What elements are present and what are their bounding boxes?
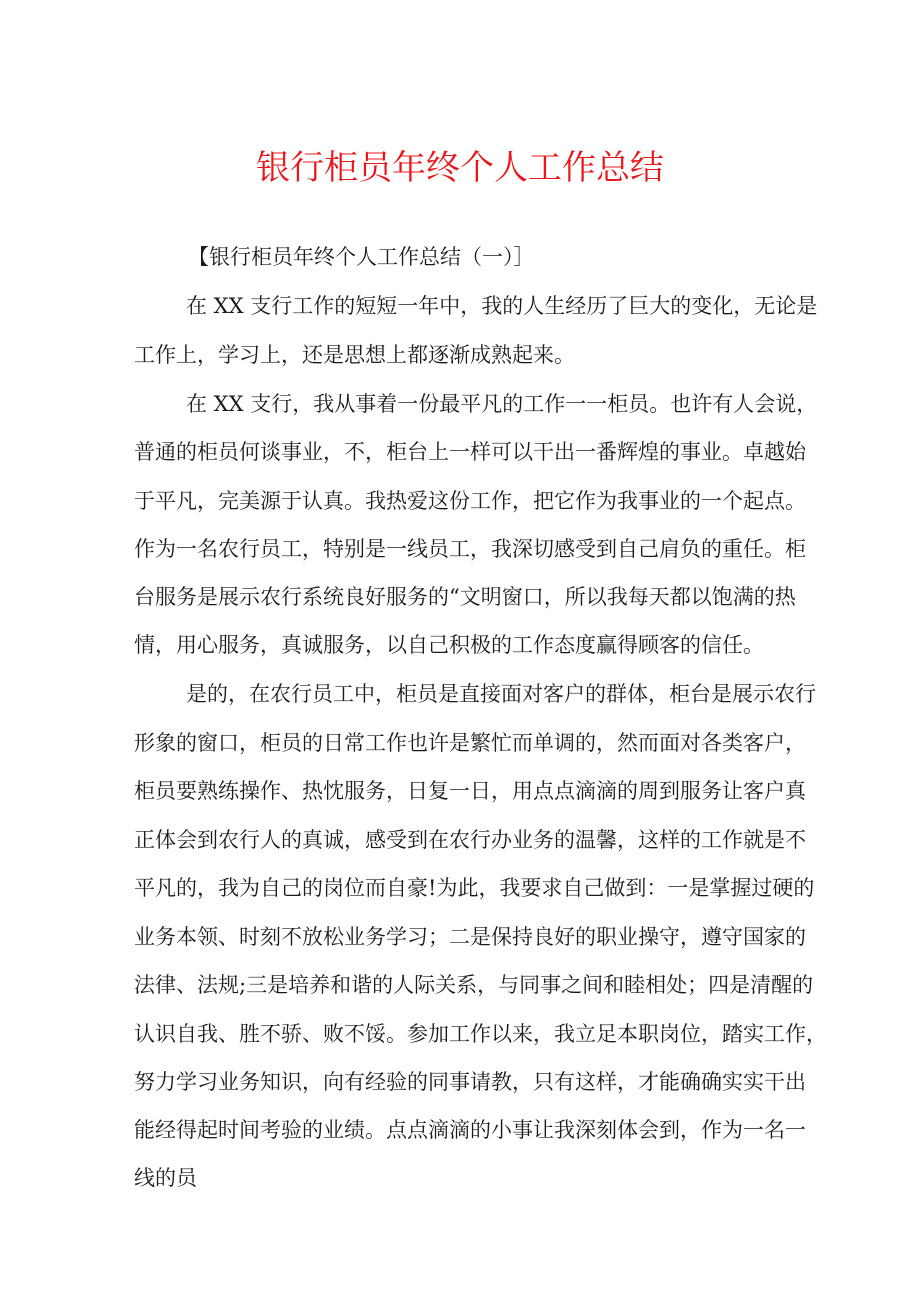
paragraph-line: 法律、法规;三是培养和谐的人际关系，与同事之间和睦相处；四是清醒的 bbox=[134, 973, 814, 997]
paragraph-line: 形象的窗口，柜员的日常工作也许是繁忙而单调的，然而面对各类客户， bbox=[134, 731, 806, 755]
paragraph-line: 情，用心服务，真诚服务，以自己积极的工作态度赢得顾客的信任。 bbox=[134, 633, 764, 657]
paragraph-line: 在 XX 支行工作的短短一年中，我的人生经历了巨大的变化，无论是 bbox=[186, 294, 818, 318]
paragraph-line: 普通的柜员何谈事业，不，柜台上一样可以干出一番辉煌的事业。卓越始 bbox=[134, 440, 806, 464]
paragraph-line: 作为一名农行员工，特别是一线员工，我深切感受到自己肩负的重任。柜 bbox=[134, 537, 806, 561]
paragraph-line: 于平凡，完美源于认真。我热爱这份工作，把它作为我事业的一个起点。 bbox=[134, 489, 806, 513]
paragraph-line: 线的员 bbox=[134, 1166, 197, 1190]
paragraph-line: 工作上，学习上，还是思想上都逐渐成熟起来。 bbox=[134, 343, 575, 367]
document-title: 银行柜员年终个人工作总结 bbox=[256, 148, 664, 188]
paragraph-line: 努力学习业务知识，向有经验的同事请教，只有这样，才能确确实实干出 bbox=[134, 1070, 806, 1094]
paragraph-line: 柜员要熟练操作、热忱服务，日复一日，用点点滴滴的周到服务让客户真 bbox=[134, 779, 806, 803]
paragraph-line: 在 XX 支行，我从事着一份最平凡的工作一一柜员。也许有人会说， bbox=[186, 392, 818, 416]
paragraph-line: 业务本领、时刻不放松业务学习；二是保持良好的职业操守，遵守国家的 bbox=[134, 925, 806, 949]
document-subtitle: 【银行柜员年终个人工作总结（一）］ bbox=[188, 245, 535, 269]
paragraph-line: 认识自我、胜不骄、败不馁。参加工作以来，我立足本职岗位，踏实工作， bbox=[134, 1022, 827, 1046]
paragraph-line: 平凡的，我为自己的岗位而自豪!为此，我要求自己做到：一是掌握过硬的 bbox=[134, 876, 815, 900]
paragraph-line: 能经得起时间考验的业绩。点点滴滴的小事让我深刻体会到，作为一名一 bbox=[134, 1118, 806, 1142]
paragraph-line: 正体会到农行人的真诚，感受到在农行办业务的温馨，这样的工作就是不 bbox=[134, 828, 806, 852]
paragraph-line: 是的，在农行员工中，柜员是直接面对客户的群体，柜台是展示农行 bbox=[186, 682, 816, 706]
paragraph-line: 台服务是展示农行系统良好服务的“文明窗口，所以我每天都以饱满的热 bbox=[134, 585, 796, 609]
